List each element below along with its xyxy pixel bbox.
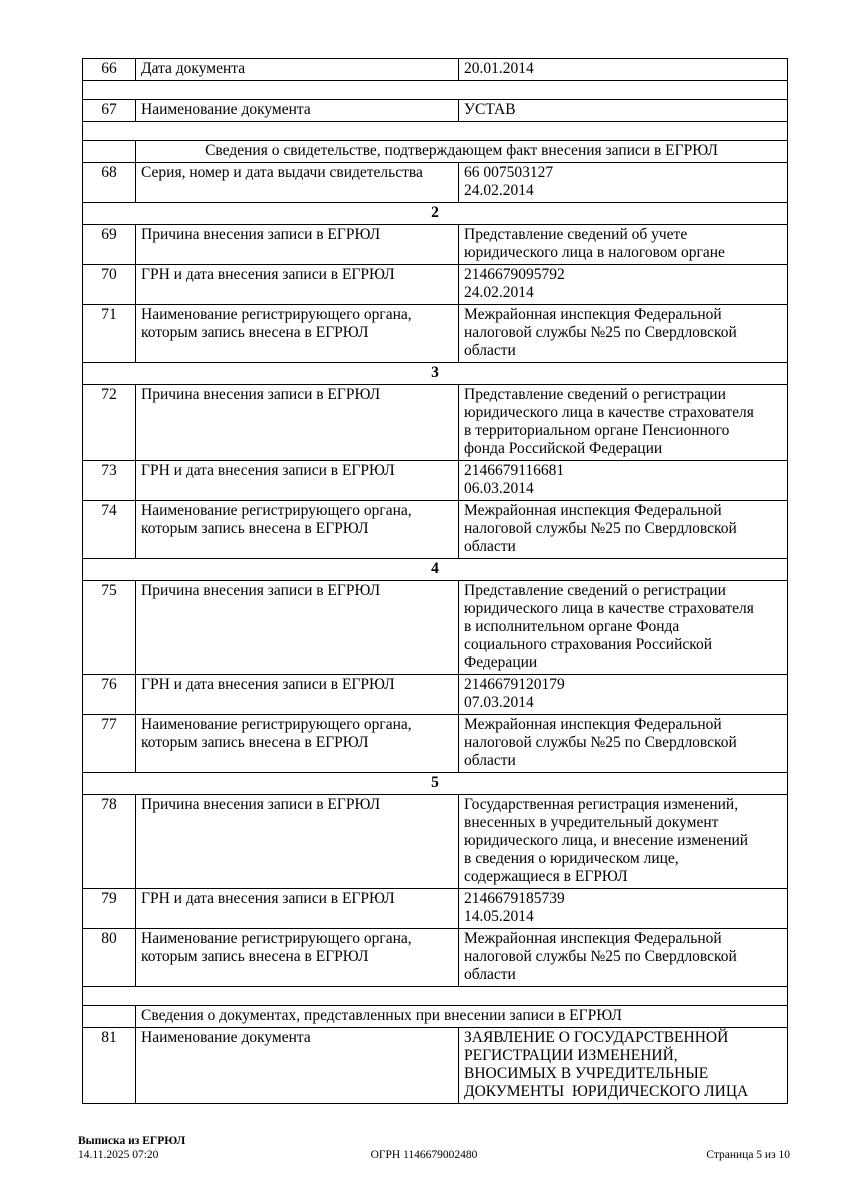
row-number-cell: 78	[83, 795, 136, 889]
row-number-cell: 66	[83, 59, 136, 81]
row-label-cell: ГРН и дата внесения записи в ЕГРЮЛ	[136, 889, 459, 929]
row-number-cell: 72	[83, 385, 136, 461]
row-value-cell: УСТАВ	[459, 100, 788, 122]
row-label-cell: Причина внесения записи в ЕГРЮЛ	[136, 581, 459, 675]
footer-datetime: 14.11.2025 07:20	[78, 1149, 159, 1161]
table-row	[83, 1028, 788, 1104]
table-body	[83, 59, 788, 1104]
table-row	[83, 59, 788, 81]
footer-doc-label: Выписка из ЕГРЮЛ	[78, 1135, 186, 1147]
row-number-cell: 73	[83, 461, 136, 501]
row-value-cell: Межрайонная инспекция Федеральной налоговой службы №25 по Свердловской области	[459, 929, 788, 987]
table-row	[83, 795, 788, 889]
row-number-cell: 80	[83, 929, 136, 987]
spacer-row	[83, 987, 788, 1006]
row-label-cell: Наименование регистрирующего органа, которым запись внесена в ЕГРЮЛ	[136, 501, 459, 559]
section-header-row	[83, 141, 788, 163]
section-number-cell: 2	[83, 203, 788, 225]
row-label-cell: Дата документа	[136, 59, 459, 81]
table-row	[83, 163, 788, 203]
table-row	[83, 501, 788, 559]
footer-ogrn: ОГРН 1146679002480	[370, 1149, 478, 1161]
row-value-cell: 2146679185739 14.05.2014	[459, 889, 788, 929]
row-label-cell: Наименование регистрирующего органа, которым запись внесена в ЕГРЮЛ	[136, 715, 459, 773]
row-label-cell: Причина внесения записи в ЕГРЮЛ	[136, 795, 459, 889]
table-row	[83, 889, 788, 929]
table-row	[83, 225, 788, 265]
row-value-cell: Представление сведений о регистрации юридического лица в качестве страхователя в территориальном органе Пенсионного фонда Российской Федерации	[459, 385, 788, 461]
row-label-cell: Наименование документа	[136, 1028, 459, 1104]
section-number-row	[83, 203, 788, 225]
row-number-cell	[83, 141, 136, 163]
spacer-row	[83, 81, 788, 100]
spacer-row	[83, 122, 788, 141]
row-label-cell: Серия, номер и дата выдачи свидетельства	[136, 163, 459, 203]
row-value-cell: 2146679095792 24.02.2014	[459, 265, 788, 305]
row-label-cell: Причина внесения записи в ЕГРЮЛ	[136, 385, 459, 461]
row-number-cell: 79	[83, 889, 136, 929]
table-row	[83, 265, 788, 305]
row-value-cell: 2146679116681 06.03.2014	[459, 461, 788, 501]
row-value-cell: 66 007503127 24.02.2014	[459, 163, 788, 203]
row-number-cell: 81	[83, 1028, 136, 1104]
spacer-cell	[83, 122, 788, 141]
row-label-cell: Наименование регистрирующего органа, которым запись внесена в ЕГРЮЛ	[136, 929, 459, 987]
table-row	[83, 305, 788, 363]
row-number-cell: 77	[83, 715, 136, 773]
row-value-cell: Межрайонная инспекция Федеральной налоговой службы №25 по Свердловской области	[459, 305, 788, 363]
row-label-cell: ГРН и дата внесения записи в ЕГРЮЛ	[136, 675, 459, 715]
footer-page-number: Страница 5 из 10	[706, 1149, 790, 1161]
section-number-row	[83, 559, 788, 581]
row-number-cell: 70	[83, 265, 136, 305]
section-number-row	[83, 363, 788, 385]
row-number-cell: 68	[83, 163, 136, 203]
row-value-cell: 2146679120179 07.03.2014	[459, 675, 788, 715]
section-number-cell: 4	[83, 559, 788, 581]
row-value-cell: Межрайонная инспекция Федеральной налоговой службы №25 по Свердловской области	[459, 715, 788, 773]
table-row	[83, 100, 788, 122]
row-number-cell	[83, 1006, 136, 1028]
egrul-records-table	[82, 58, 788, 1104]
table-row	[83, 929, 788, 987]
row-number-cell: 76	[83, 675, 136, 715]
row-value-cell: Межрайонная инспекция Федеральной налоговой службы №25 по Свердловской области	[459, 501, 788, 559]
row-label-cell: Наименование регистрирующего органа, которым запись внесена в ЕГРЮЛ	[136, 305, 459, 363]
row-value-cell: 20.01.2014	[459, 59, 788, 81]
row-label-cell: ГРН и дата внесения записи в ЕГРЮЛ	[136, 265, 459, 305]
row-number-cell: 71	[83, 305, 136, 363]
table-row	[83, 461, 788, 501]
row-label-cell: Причина внесения записи в ЕГРЮЛ	[136, 225, 459, 265]
section-number-row	[83, 773, 788, 795]
section-header-cell: Сведения о свидетельстве, подтверждающем факт внесения записи в ЕГРЮЛ	[136, 141, 788, 163]
row-value-cell: Государственная регистрация изменений, внесенных в учредительный документ юридического лица, и внесение изменений в сведения о юридическом лице, содержащиеся в ЕГРЮЛ	[459, 795, 788, 889]
row-value-cell: Представление сведений об учете юридического лица в налоговом органе	[459, 225, 788, 265]
row-number-cell: 74	[83, 501, 136, 559]
row-label-cell: Наименование документа	[136, 100, 459, 122]
row-number-cell: 69	[83, 225, 136, 265]
row-label-cell: ГРН и дата внесения записи в ЕГРЮЛ	[136, 461, 459, 501]
section-header-row	[83, 1006, 788, 1028]
row-number-cell: 75	[83, 581, 136, 675]
table-row	[83, 581, 788, 675]
section-number-cell: 3	[83, 363, 788, 385]
section-number-cell: 5	[83, 773, 788, 795]
row-value-cell: Представление сведений о регистрации юридического лица в качестве страхователя в исполнительном органе Фонда социального страхования Российской Федерации	[459, 581, 788, 675]
row-value-cell: ЗАЯВЛЕНИЕ О ГОСУДАРСТВЕННОЙ РЕГИСТРАЦИИ ИЗМЕНЕНИЙ, ВНОСИМЫХ В УЧРЕДИТЕЛЬНЫЕ ДОКУМЕНТЫ ЮРИДИЧЕСКОГО ЛИЦА	[459, 1028, 788, 1104]
spacer-cell	[83, 81, 788, 100]
table-row	[83, 675, 788, 715]
spacer-cell	[83, 987, 788, 1006]
table-row	[83, 715, 788, 773]
section-header-cell: Сведения о документах, представленных при внесении записи в ЕГРЮЛ	[136, 1006, 788, 1028]
table-row	[83, 385, 788, 461]
row-number-cell: 67	[83, 100, 136, 122]
